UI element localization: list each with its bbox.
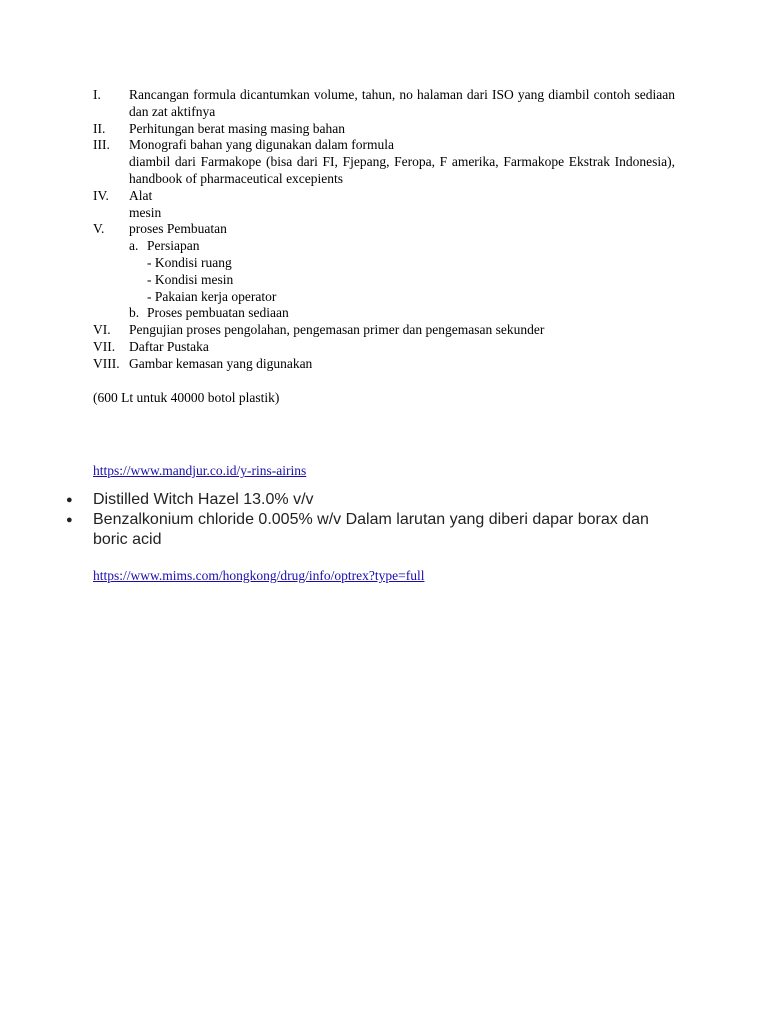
outline-item-3 [93, 137, 675, 187]
outline-item-7 [93, 339, 675, 356]
sub-letter: b. [129, 305, 140, 321]
outline-item-8 [93, 356, 675, 373]
outline-list [93, 87, 675, 373]
outline-number: VI. [93, 322, 111, 338]
sub-text: Proses pembuatan sediaan [147, 305, 289, 321]
dash-item: - Pakaian kerja operator [147, 288, 277, 304]
sub-letter: a. [129, 238, 139, 254]
ingredient-item [63, 510, 683, 550]
ingredient-list [63, 490, 683, 550]
outline-item-2 [93, 121, 675, 138]
outline-number: V. [93, 221, 105, 237]
ingredient-text: Distilled Witch Hazel 13.0% v/v [93, 491, 314, 508]
bullet-icon: ● [66, 514, 73, 526]
bullet-icon: ● [66, 494, 73, 506]
mims-link[interactable]: https://www.mims.com/hongkong/drug/info/optrex?type=full [93, 568, 425, 583]
outline-text: Gambar kemasan yang digunakan [129, 355, 313, 371]
outline-text: Alat [129, 187, 153, 203]
dash-item: - Kondisi mesin [147, 271, 234, 287]
ingredient-text: Benzalkonium chloride 0.005% w/v Dalam larutan yang diberi dapar borax dan boric acid [93, 511, 649, 548]
dash-item: - Kondisi ruang [147, 254, 232, 270]
sub-item-b [129, 305, 675, 322]
outline-text-continued: diambil dari Farmakope (bisa dari FI, Fjepang, Feropa, F amerika, Farmakope Ekstrak Indonesia), handbook of pharmaceutical excepients [129, 154, 675, 186]
outline-text: Pengujian proses pengolahan, pengemasan primer dan pengemasan sekunder [129, 322, 545, 338]
outline-item-4 [93, 188, 675, 222]
volume-note: (600 Lt untuk 40000 botol plastik) [93, 390, 280, 405]
outline-text-continued: mesin [129, 204, 162, 220]
outline-number: II. [93, 120, 106, 136]
outline-number: IV. [93, 187, 109, 203]
outline-number: III. [93, 137, 110, 153]
outline-text: Daftar Pustaka [129, 338, 209, 354]
outline-item-1 [93, 87, 675, 121]
outline-text: Rancangan formula dicantumkan volume, tahun, no halaman dari ISO yang diambil contoh sediaan dan zat aktifnya [129, 87, 675, 119]
outline-item-6 [93, 322, 675, 339]
outline-number: VII. [93, 338, 116, 354]
outline-item-5 [93, 221, 675, 322]
outline-text: proses Pembuatan [129, 221, 227, 237]
outline-text: Monografi bahan yang digunakan dalam formula [129, 137, 395, 153]
outline-number: I. [93, 87, 101, 102]
outline-number: VIII. [93, 355, 120, 371]
outline-text: Perhitungan berat masing masing bahan [129, 120, 345, 136]
mandjur-link[interactable]: https://www.mandjur.co.id/y-rins-airins [93, 463, 307, 478]
sub-item-a [129, 238, 675, 255]
ingredient-item [63, 490, 683, 510]
sub-text: Persiapan [147, 238, 200, 254]
